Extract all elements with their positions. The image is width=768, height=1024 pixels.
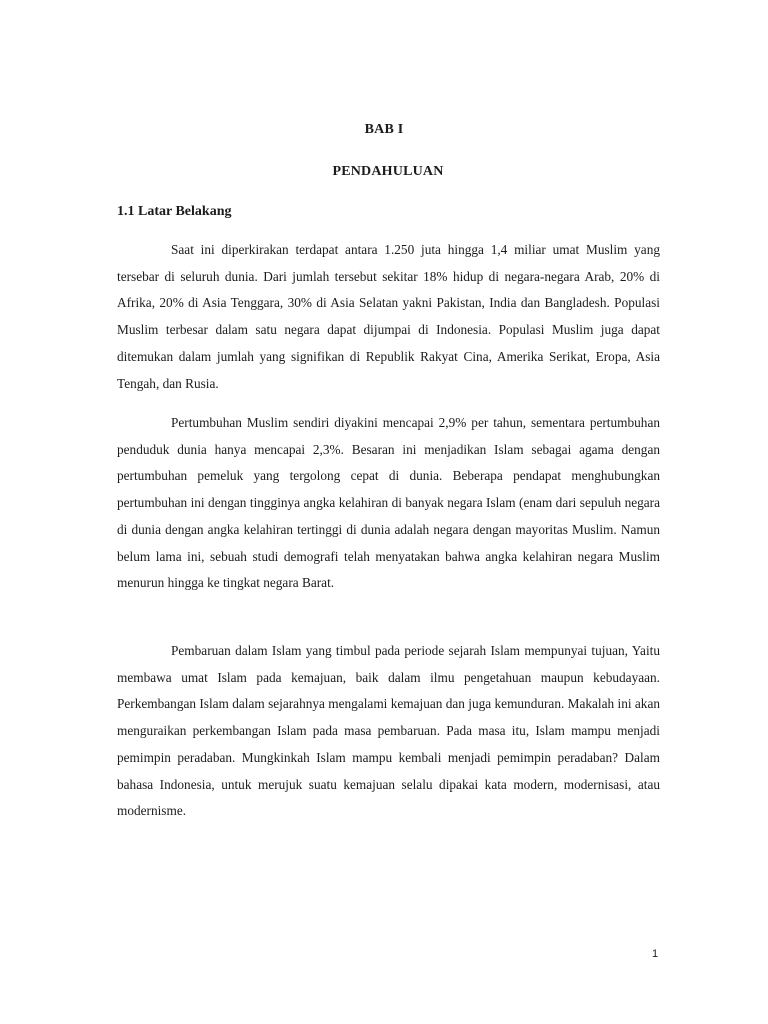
chapter-number: BAB I: [364, 122, 404, 137]
page-number: 1: [652, 948, 659, 960]
section-heading: 1.1 Latar Belakang: [117, 204, 232, 219]
body-paragraph-1: Saat ini diperkirakan terdapat antara 1.250 juta hingga 1,4 miliar umat Muslim yang tersebar di seluruh dunia. Dari jumlah tersebut sekitar 18% hidup di negara-negara Arab, 20% di Afrika, 20% di Asia Tenggara, 30% di Asia Selatan yakni Pakistan, India dan Bangladesh. Populasi Muslim terbesar dalam satu negara dapat dijumpai di Indonesia. Populasi Muslim juga dapat ditemukan dalam jumlah yang signifikan di Republik Rakyat Cina, Amerika Serikat, Eropa, Asia Tengah, dan Rusia.: [117, 242, 660, 391]
chapter-title: PENDAHULUAN: [332, 164, 444, 179]
body-paragraph-3: Pembaruan dalam Islam yang timbul pada periode sejarah Islam mempunyai tujuan, Yaitu membawa umat Islam pada kemajuan, baik dalam ilmu pengetahuan maupun kebudayaan. Perkembangan Islam dalam sejarahnya mengalami kemajuan dan juga kemunduran. Makalah ini akan menguraikan perkembangan Islam pada masa pembaruan. Pada masa itu, Islam mampu menjadi pemimpin peradaban. Mungkinkah Islam mampu kembali menjadi pemimpin peradaban? Dalam bahasa Indonesia, untuk merujuk suatu kemajuan selalu dipakai kata modern, modernisasi, atau modernisme.: [117, 643, 660, 819]
body-paragraph-2: Pertumbuhan Muslim sendiri diyakini mencapai 2,9% per tahun, sementara pertumbuhan penduduk dunia hanya mencapai 2,3%. Besaran ini menjadikan Islam sebagai agama dengan pertumbuhan pemeluk yang tergolong cepat di dunia. Beberapa pendapat menghubungkan pertumbuhan ini dengan tingginya angka kelahiran di banyak negara Islam (enam dari sepuluh negara di dunia dengan angka kelahiran tertinggi di dunia adalah negara dengan mayoritas Muslim. Namun belum lama ini, sebuah studi demografi telah menyatakan bahwa angka kelahiran negara Muslim menurun hingga ke tingkat negara Barat.: [117, 415, 660, 591]
